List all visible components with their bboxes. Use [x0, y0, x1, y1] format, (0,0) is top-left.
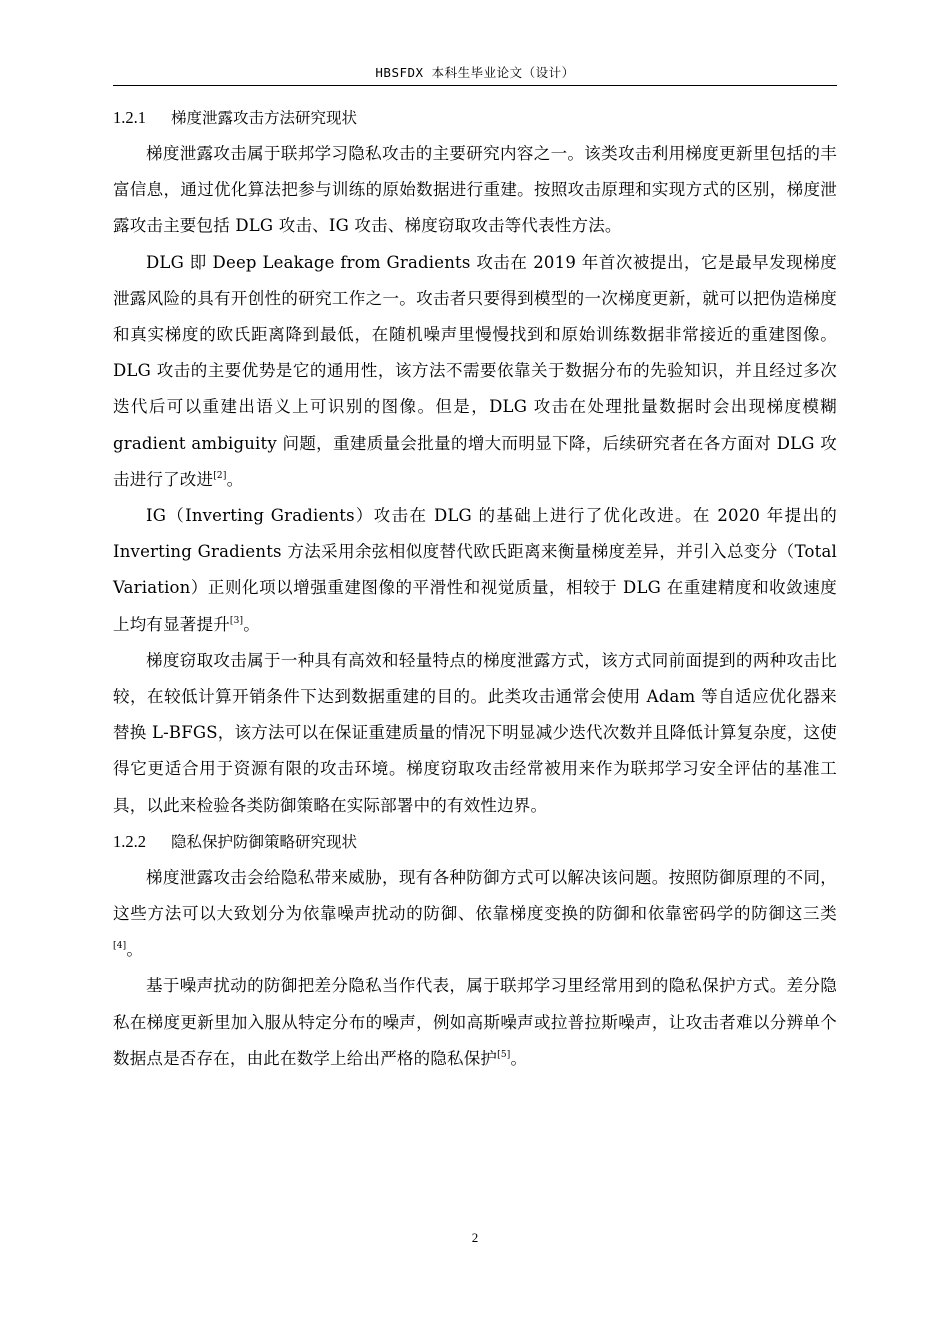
page-number: 2 [471, 1230, 479, 1245]
paragraph [113, 245, 837, 498]
paragraph-text: 梯度窃取攻击属于一种具有高效和轻量特点的梯度泄露方式，该方式同前面提到的两种攻击比较，在较低计算开销条件下达到数据重建的目的。此类攻击通常会使用 Adam 等自适应优化器来替换 L-BFGS，该方法可以在保证重建质量的情况下明显减少迭代次数并且降低计算复杂度，这使得它更适合用于资源有限的攻击环境。梯度窃取攻击经常被用来作为联邦学习安全评估的基准工具，以此来检验各类防御策略在实际部署中的有效性边界。 [113, 650, 837, 815]
citation: [3] [229, 615, 244, 626]
section-number: 1.2.1 [113, 108, 146, 127]
section-title: 隐私保护防御策略研究现状 [171, 832, 358, 851]
paragraph-text: IG（Inverting Gradients）攻击在 DLG 的基础上进行了优化改进。在 2020 年提出的 Inverting Gradients 方法采用余弦相似度替代欧氏距离来衡量梯度差异，并引入总变分（Total Variation）正则化项以增强重建图像的平滑性和视觉质量，相较于 DLG 在重建精度和收敛速度上均有显著提升 [113, 506, 837, 634]
section-heading-1-2-1 [113, 100, 837, 136]
header-rule [113, 85, 837, 86]
paragraph [113, 860, 837, 969]
paragraph-text: 梯度泄露攻击属于联邦学习隐私攻击的主要研究内容之一。该类攻击利用梯度更新里包括的丰富信息，通过优化算法把参与训练的原始数据进行重建。按照攻击原理和实现方式的区别，梯度泄露攻击主要包括 DLG 攻击、IG 攻击、梯度窃取攻击等代表性方法。 [113, 144, 837, 236]
paragraph-tail: 。 [126, 940, 144, 960]
running-header: HBSFDX 本科生毕业论文（设计） [375, 65, 575, 80]
paragraph-text: 基于噪声扰动的防御把差分隐私当作代表，属于联邦学习里经常用到的隐私保护方式。差分隐私在梯度更新里加入服从特定分布的噪声，例如高斯噪声或拉普拉斯噪声，让攻击者难以分辨单个数据点是否存在，由此在数学上给出严格的隐私保护 [113, 976, 837, 1068]
paragraph [113, 498, 837, 643]
paragraph [113, 643, 837, 824]
paragraph [113, 136, 837, 245]
paragraph-tail: 。 [510, 1048, 528, 1068]
section-heading-1-2-2 [113, 824, 837, 860]
citation: [5] [497, 1049, 511, 1060]
section-number: 1.2.2 [113, 831, 146, 851]
paragraph-text: DLG 即 Deep Leakage from Gradients 攻击在 2019 年首次被提出，它是最早发现梯度泄露风险的具有开创性的研究工作之一。攻击者只要得到模型的一次梯度更新，就可以把伪造梯度和真实梯度的欧氏距离降到最低，在随机噪声里慢慢找到和原始训练数据非常接近的重建图像。DLG 攻击的主要优势是它的通用性，该方法不需要依靠关于数据分布的先验知识，并且经过多次迭代后可以重建出语义上可识别的图像。但是，DLG 攻击在处理批量数据时会出现梯度模糊 gradient ambiguity 问题，重建质量会批量的增大而明显下降，后续研究者在各方面对 DLG 攻击进行了改进 [113, 252, 837, 489]
paragraph-text: 梯度泄露攻击会给隐私带来威胁，现有各种防御方式可以解决该问题。按照防御原理的不同，这些方法可以大致划分为依靠噪声扰动的防御、依靠梯度变换的防御和依靠密码学的防御这三类 [113, 867, 837, 924]
body-content [113, 100, 837, 1077]
paragraph-tail: 。 [243, 614, 260, 634]
paragraph [113, 968, 837, 1077]
citation: [4] [113, 941, 127, 952]
paragraph-tail: 。 [226, 469, 244, 489]
section-title: 梯度泄露攻击方法研究现状 [171, 109, 358, 127]
citation: [2] [213, 470, 227, 481]
